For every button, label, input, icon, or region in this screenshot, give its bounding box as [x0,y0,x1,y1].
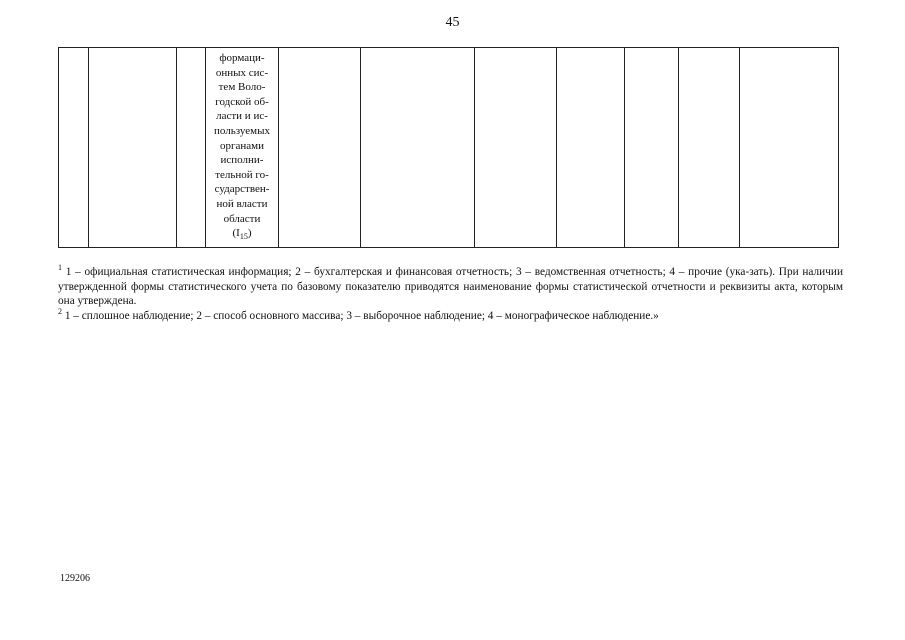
cell-line: пользуемых [214,124,270,137]
cell-line: области [223,212,261,225]
table-cell-1 [59,48,89,248]
table-cell-8 [557,48,625,248]
table-cell-10 [679,48,740,248]
cell-line: ной власти [216,197,268,210]
table-cell-5 [279,48,361,248]
table-cell-11 [740,48,839,248]
index-close: ) [247,227,252,240]
cell-description [206,48,278,241]
footnote-1-marker: 1 [58,263,62,273]
table-cell-3 [177,48,206,248]
document-code: 129206 [60,573,90,584]
cell-line: тем Воло- [218,81,266,94]
footnote-2-marker: 2 [58,306,62,316]
footnotes [58,265,843,323]
cell-line: тельной го- [215,168,269,181]
footnote-2 [58,306,843,324]
footnote-1-text: 1 – официальная статистическая информация; 2 – бухгалтерская и финансовая отчетность; 3 – ведомственная отчетность; 4 – прочие (ука-зать). При наличии утвержденной формы статистического учета по базовому показателю приводятся наименование формы статистической отчетности и реквизиты акта, которым она утверждена. [58,266,843,307]
footnote-2-text: 1 – сплошное наблюдение; 2 – способ основного массива; 3 – выборочное наблюдение; 4 – монографическое наблюдение.» [62,309,659,322]
index-subscript: 15 [239,232,248,242]
indicator-table [58,47,839,248]
cell-line: годской об- [215,95,269,108]
footnote-1 [58,265,843,309]
table-cell-9 [625,48,679,248]
indicator-index [206,226,278,241]
table-cell-6 [361,48,475,248]
cell-line: сударствен- [214,183,270,196]
page-number: 45 [445,15,460,30]
table-cell-2 [89,48,177,248]
cell-line: ласти и ис- [216,110,268,123]
table-cell-4 [206,48,279,248]
table-cell-7 [475,48,557,248]
table-row [59,48,839,248]
cell-line: органами [219,139,264,152]
cell-line: исполни- [220,154,264,167]
cell-line: формаци- [219,52,265,64]
index-open: (I [232,227,240,240]
cell-line: онных сис- [215,66,269,79]
